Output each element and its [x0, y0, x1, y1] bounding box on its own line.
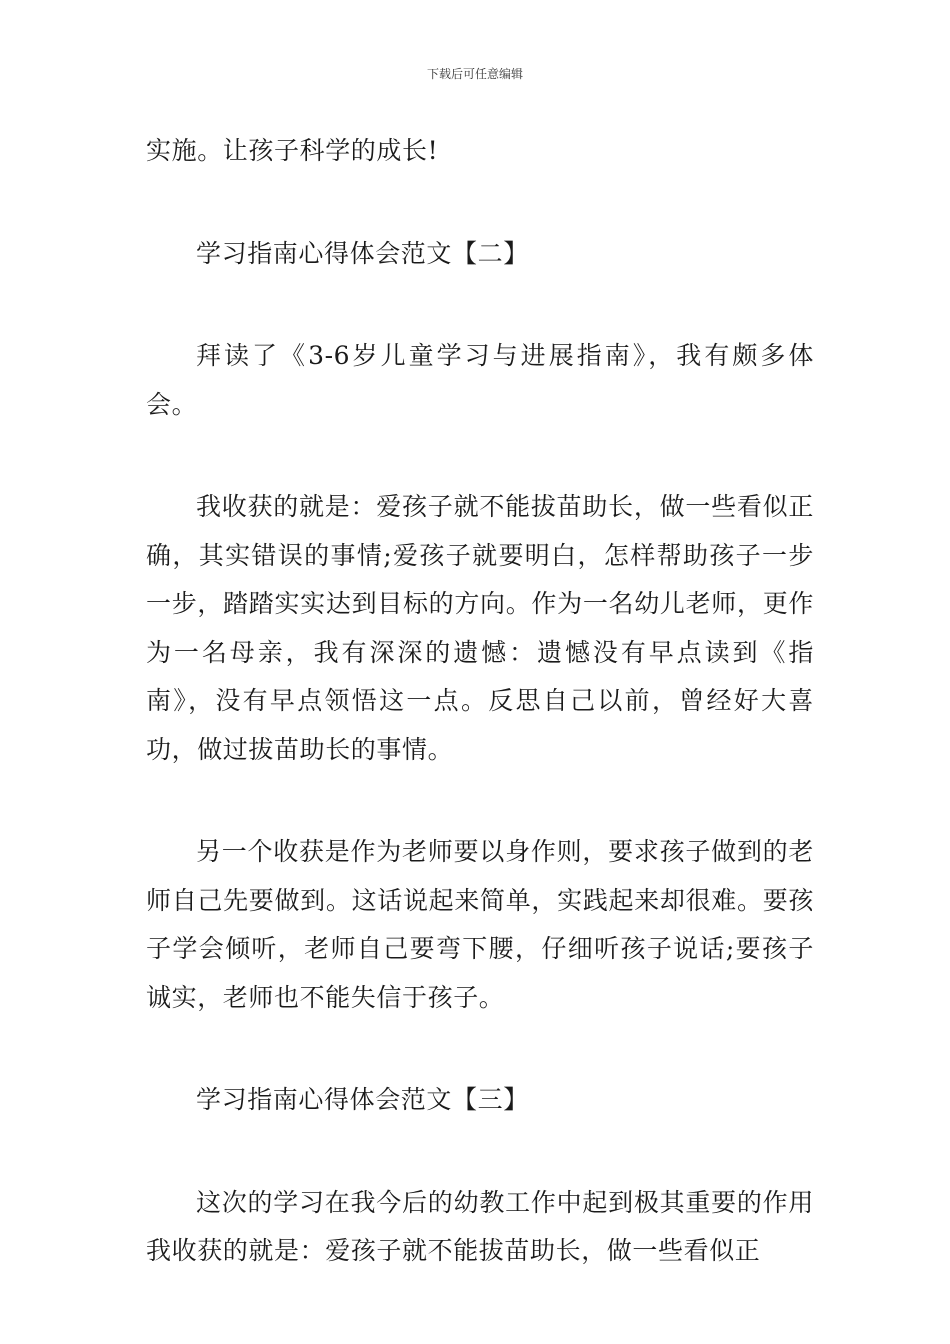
paragraph-study: 这次的学习在我今后的幼教工作中起到极其重要的作用我收获的就是：爱孩子就不能拔苗助长，做一些看似正: [146, 1187, 814, 1265]
paragraph-gap: [146, 774, 814, 828]
paragraph-gap: [146, 176, 814, 230]
section-heading-two: 学习指南心得体会范文【二】: [196, 238, 529, 268]
paragraph-continuation: 实施。让孩子科学的成长!: [146, 136, 439, 165]
paragraph-gap: [146, 1022, 814, 1076]
paragraph-gap: [146, 429, 814, 483]
paragraph-harvest-one: 我收获的就是：爱孩子就不能拔苗助长，做一些看似正确，其实错误的事情;爱孩子就要明白，怎样帮助孩子一步一步，踏踏实实达到目标的方向。作为一名幼儿老师，更作为一名母亲，我有深深的遗憾：遗憾没有早点读到《指南》，没有早点领悟这一点。反思自己以前，曾经好大喜功，做过拔苗助长的事情。: [146, 492, 814, 764]
paragraph-harvest-two: 另一个收获是作为老师要以身作则，要求孩子做到的老师自己先要做到。这话说起来简单，实践起来却很难。要孩子学会倾听，老师自己要弯下腰，仔细听孩子说话;要孩子诚实，老师也不能失信于孩子。: [146, 837, 814, 1012]
document-body: [146, 127, 814, 1276]
section-heading-three: 学习指南心得体会范文【三】: [196, 1085, 529, 1114]
paragraph-gap: [146, 278, 814, 332]
page-header: 下载后可任意编辑: [426, 67, 523, 81]
paragraph-intro: 拜读了《3-6岁儿童学习与进展指南》，我有颇多体会。: [146, 341, 814, 419]
paragraph-gap: [146, 1125, 814, 1179]
